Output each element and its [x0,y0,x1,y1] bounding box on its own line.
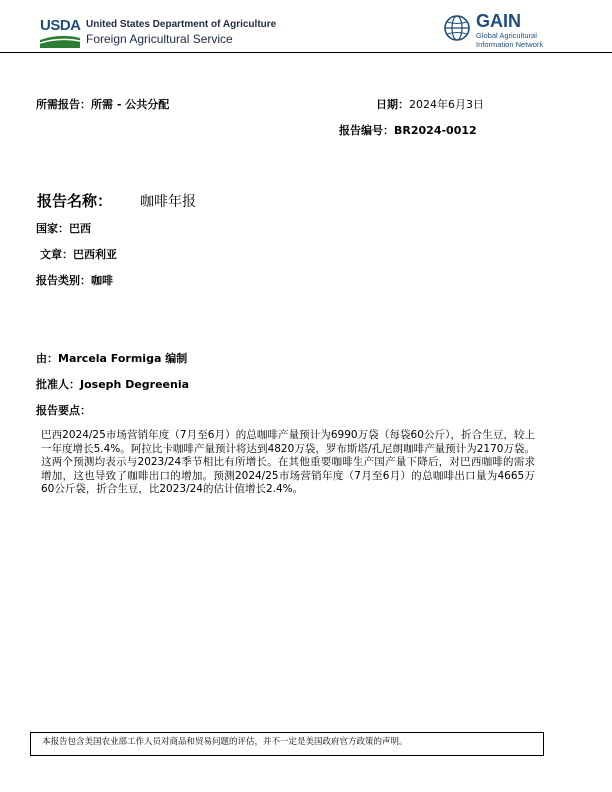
report-summary: 巴西2024/25市场营销年度（7月至6月）的总咖啡产量预计为6990万袋（每袋60公斤），折合生豆，较上一年度增长5.4%。阿拉比卡咖啡产量预计将达到4820万袋，罗布斯塔/孔尼朗咖啡产量预计为2170万袋。这两个预测均表示与2023/24季节相比有所增长。在其他重要咖啡生产国产量下降后，对巴西咖啡的需求增加，这也导致了咖啡出口的增加。预测2024/25市场营销年度（7月至6月）的总咖啡出口量为4665万60公斤袋，折合生豆，比2023/24的估计值增长2.4%。 [41,429,535,495]
gain-tagline [476,31,543,49]
report-country: 国家：巴西 [36,222,91,235]
agency-name: United States Department of Agriculture [86,19,277,30]
globe-icon [444,15,470,41]
usda-swoosh-icon [40,34,80,48]
approved-by: 批准人：Joseph Degreenia [36,378,190,391]
report-number-value: BR2024-0012 [394,124,477,137]
required-report: 所需报告：所需 - 公共分配 [36,98,170,111]
highlights-label: 报告要点： [36,404,91,417]
gain-wordmark: GAIN [476,11,521,31]
report-title-label: 报告名称： [37,192,113,210]
agency-subname: Foreign Agricultural Service [86,32,233,46]
report-title: 咖啡年报 [140,194,196,210]
report-number-label: 报告编号： [339,124,394,137]
date-label: 日期： [376,98,409,111]
prepared-by: 由：Marcela Formiga 编制 [36,352,188,365]
usda-wordmark: USDA [40,17,81,34]
gain-tagline-line2: Information Network [476,40,544,49]
report-date [376,98,484,111]
date-value: 2024年6月3日 [409,98,484,111]
gain-tagline-line1: Global Agricultural [476,31,537,40]
report-number [339,124,477,137]
usda-logo [40,18,80,48]
header-divider [0,52,612,53]
disclaimer-text: 本报告包含美国农业部工作人员对商品和贸易问题的评估，并不一定是美国政府官方政策的声明。 [42,737,408,747]
report-post: 文章：巴西利亚 [40,248,117,261]
disclaimer-box [30,732,544,756]
report-category: 报告类别：咖啡 [36,274,113,287]
